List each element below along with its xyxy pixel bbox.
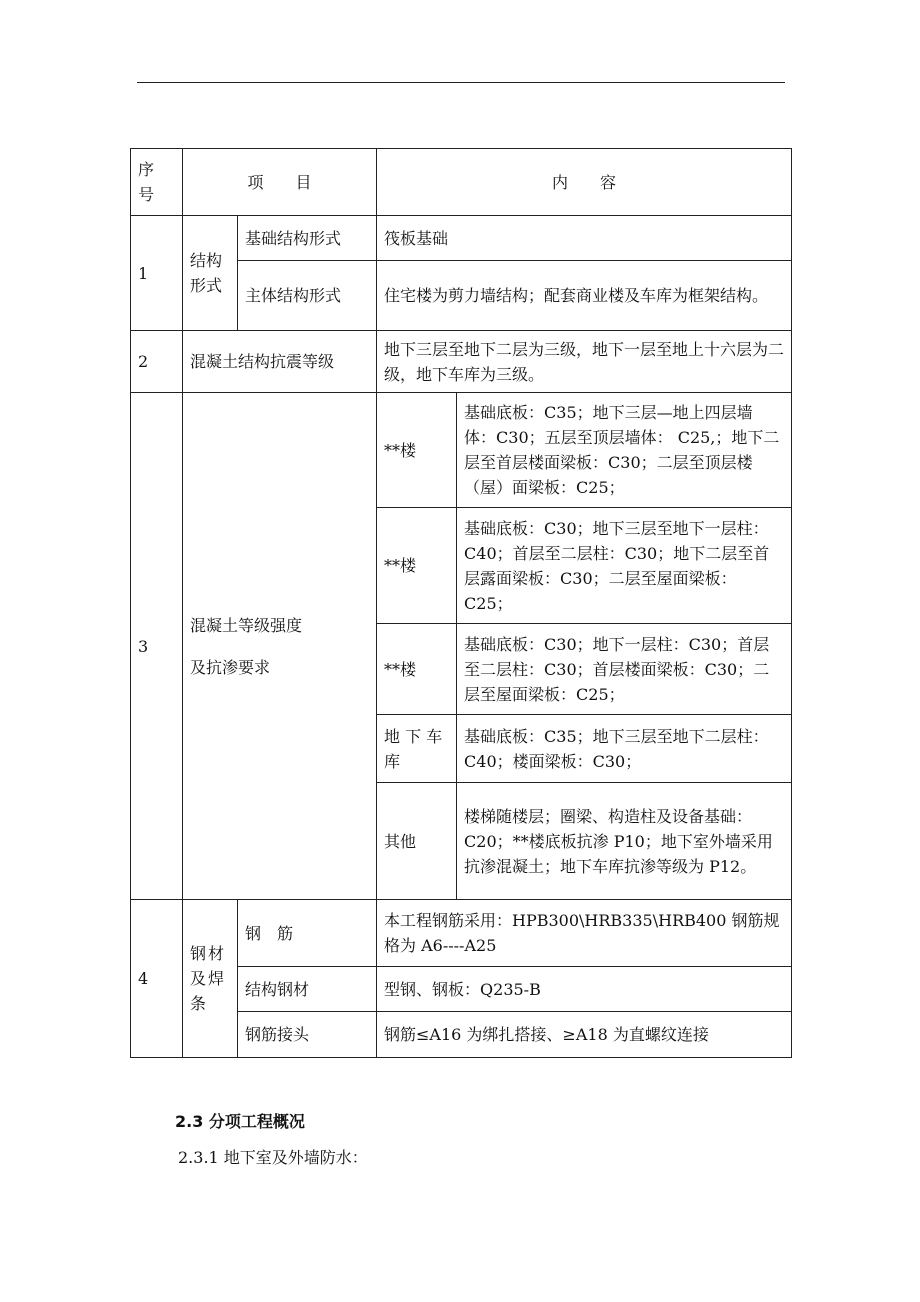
row1-group: 结构 形式: [183, 216, 238, 331]
row3-label-line2: 及抗渗要求: [190, 657, 271, 677]
header-content: 内 容: [377, 149, 792, 216]
table-row: [131, 331, 792, 393]
row2-seq: 2: [131, 331, 183, 393]
row4-seq: 4: [131, 900, 183, 1058]
row4-sub1-value: 本工程钢筋采用：HPB300\HRB335\HRB400 钢筋规格为 A6----A25: [377, 900, 792, 967]
table-row: [131, 900, 792, 967]
row4-sub3-value: 钢筋≤A16 为绑扎搭接、≥A18 为直螺纹连接: [377, 1012, 792, 1058]
structure-spec-table: [130, 148, 792, 1058]
row4-sub3-label: 钢筋接头: [238, 1012, 377, 1058]
row3-item-name: 其他: [377, 783, 457, 900]
row1-seq: 1: [131, 216, 183, 331]
row3-seq: 3: [131, 393, 183, 900]
row3-item-name: **楼: [377, 508, 457, 624]
row1-sub1-label: 基础结构形式: [238, 216, 377, 261]
row3-item-value: 楼梯随楼层；圈梁、构造柱及设备基础：C20；**楼底板抗渗 P10；地下室外墙采用抗渗混凝土；地下车库抗渗等级为 P12。: [457, 783, 792, 900]
row4-sub2-label: 结构钢材: [238, 967, 377, 1012]
subsection-title: 2.3.1 地下室及外墙防水：: [178, 1148, 368, 1167]
row2-value: 地下三层至地下二层为三级，地下一层至地上十六层为二级，地下车库为三级。: [377, 331, 792, 393]
row3-item-name: **楼: [377, 624, 457, 715]
row3-item-value: 基础底板：C30；地下一层柱：C30；首层至二层柱：C30；首层楼面梁板：C30；二层至屋面梁板：C25；: [457, 624, 792, 715]
table-row: [131, 216, 792, 261]
section-title: 2.3 分项工程概况: [175, 1112, 305, 1131]
row4-sub1-label: 钢 筋: [238, 900, 377, 967]
header-item: 项 目: [183, 149, 377, 216]
row1-sub2-value: 住宅楼为剪力墙结构；配套商业楼及车库为框架结构。: [377, 261, 792, 331]
row4-group: 钢材 及焊 条: [183, 900, 238, 1058]
row1-sub1-value: 筏板基础: [377, 216, 792, 261]
row2-label: 混凝土结构抗震等级: [183, 331, 377, 393]
row4-sub2-value: 型钢、钢板：Q235-B: [377, 967, 792, 1012]
row3-item-value: 基础底板：C30；地下三层至地下一层柱：C40；首层至二层柱：C30；地下二层至首层露面梁板：C30；二层至屋面梁板：C25；: [457, 508, 792, 624]
row3-item-name: **楼: [377, 393, 457, 508]
header-rule: [137, 82, 785, 83]
row3-item-value: 基础底板：C35；地下三层—地上四层墙体：C30；五层至顶层墙体： C25,；地下二层至首层楼面梁板：C30；二层至顶层楼（屋）面梁板：C25；: [457, 393, 792, 508]
header-seq: 序 号: [131, 149, 183, 216]
row1-sub2-label: 主体结构形式: [238, 261, 377, 331]
row3-label-line1: 混凝土等级强度: [190, 615, 303, 635]
table-header-row: [131, 149, 792, 216]
table-row: [131, 393, 792, 508]
row3-label: [183, 393, 377, 900]
row3-item-name: 地 下 车 库: [377, 715, 457, 783]
row3-item-value: 基础底板：C35；地下三层至地下二层柱：C40；楼面梁板：C30；: [457, 715, 792, 783]
